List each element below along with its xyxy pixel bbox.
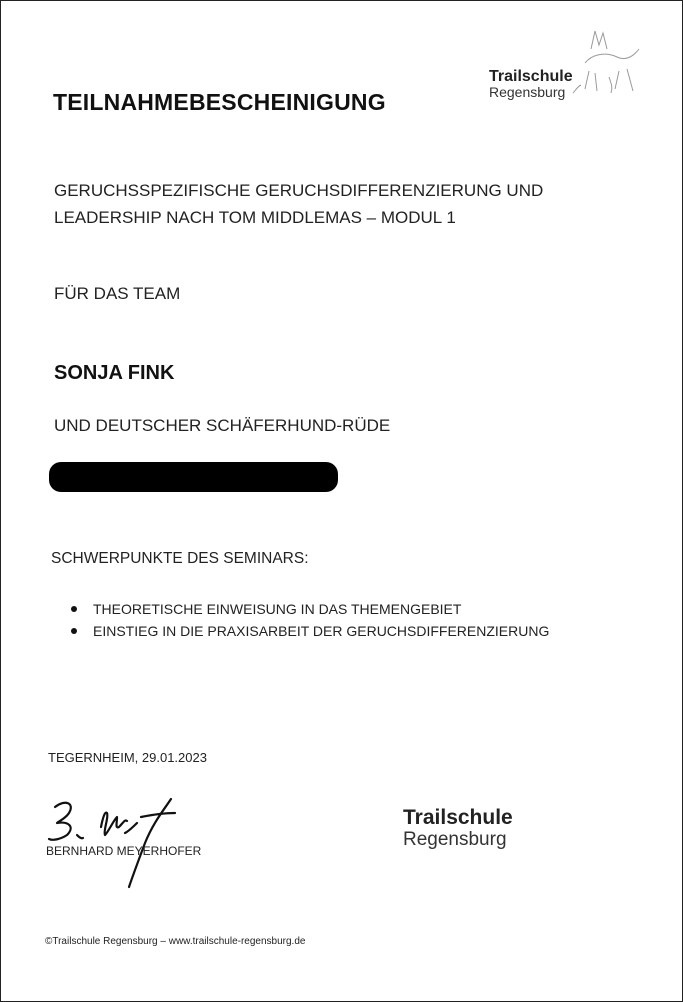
footer-logo [403, 807, 513, 849]
footer-logo-line-2: Regensburg [403, 829, 507, 850]
signer-name: BERNHARD MEYERHOFER [46, 844, 202, 858]
logo-line-1: Trailschule [489, 68, 573, 85]
participant-name: SONJA FINK [54, 362, 175, 384]
redacted-block [49, 462, 338, 492]
list-item: THEORETISCHE EINWEISUNG IN DAS THEMENGEBIET [71, 598, 549, 620]
focus-list [71, 598, 549, 642]
course-title-line-1: GERUCHSSPEZIFISCHE GERUCHSDIFFERENZIERUNG UND [54, 181, 544, 200]
focus-heading: SCHWERPUNKTE DES SEMINARS: [51, 550, 309, 567]
signature-image [41, 783, 191, 893]
dog-silhouette-icon [561, 27, 651, 107]
page-title: TEILNAHMEBESCHEINIGUNG [53, 89, 386, 115]
course-title [54, 177, 543, 231]
header-logo [489, 69, 573, 99]
footer-logo-line-1: Trailschule [403, 806, 513, 829]
place-and-date: TEGERNHEIM, 29.01.2023 [48, 750, 207, 765]
course-title-line-2: LEADERSHIP NACH TOM MIDDLEMAS – MODUL 1 [54, 208, 456, 227]
list-item: EINSTIEG IN DIE PRAXISARBEIT DER GERUCHSDIFFERENZIERUNG [71, 620, 549, 642]
logo-line-2: Regensburg [489, 84, 566, 100]
team-label: FÜR DAS TEAM [54, 284, 181, 303]
dog-description: UND DEUTSCHER SCHÄFERHUND-RÜDE [54, 416, 391, 435]
footer-copyright: ©Trailschule Regensburg – www.trailschule-regensburg.de [45, 936, 306, 947]
